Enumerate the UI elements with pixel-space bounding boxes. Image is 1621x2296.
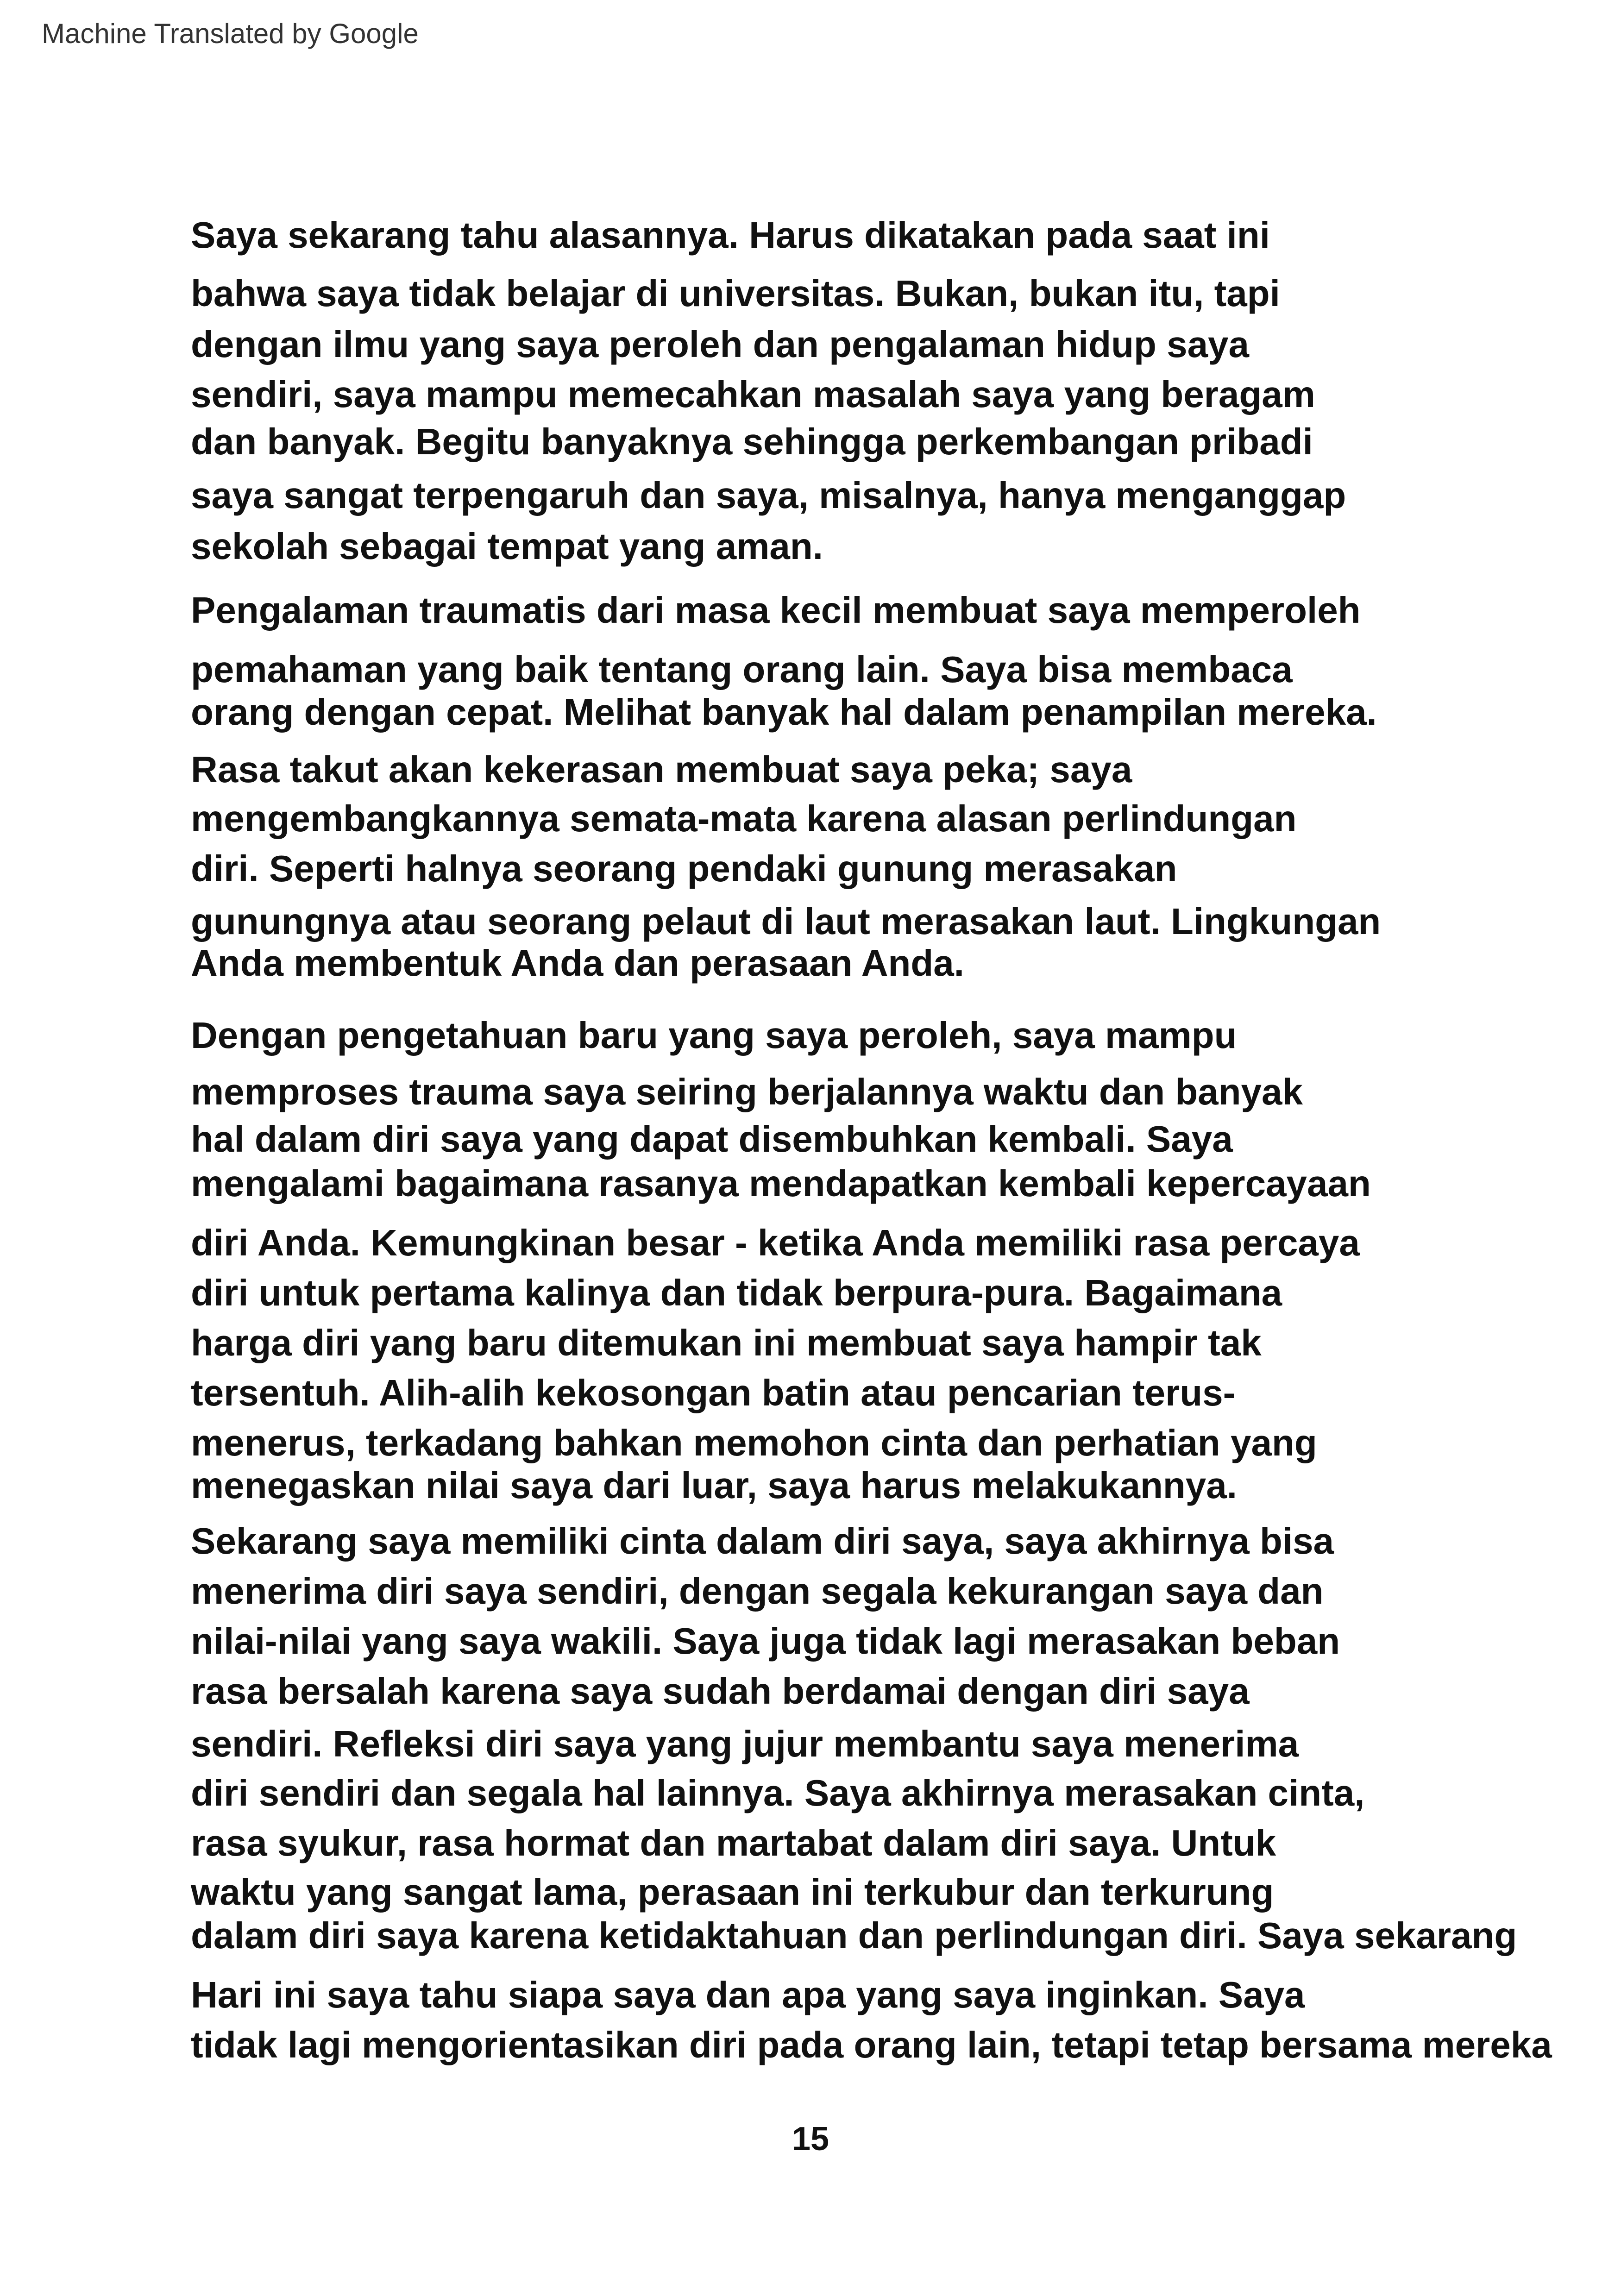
text-line: bahwa saya tidak belajar di universitas. Bukan, bukan itu, tapi (191, 273, 1280, 314)
text-line: tersentuh. Alih-alih kekosongan batin atau pencarian terus- (191, 1372, 1236, 1413)
text-line: gunungnya atau seorang pelaut di laut merasakan laut. Lingkungan (191, 901, 1381, 942)
text-line: mengembangkannya semata-mata karena alasan perlindungan (191, 798, 1297, 839)
text-line: dengan ilmu yang saya peroleh dan pengalaman hidup saya (191, 324, 1250, 365)
text-line: diri untuk pertama kalinya dan tidak berpura-pura. Bagaimana (191, 1272, 1282, 1313)
text-line: harga diri yang baru ditemukan ini membuat saya hampir tak (191, 1322, 1262, 1363)
text-line: nilai-nilai yang saya wakili. Saya juga tidak lagi merasakan beban (191, 1620, 1340, 1662)
text-line: diri. Seperti halnya seorang pendaki gunung merasakan (191, 848, 1177, 889)
text-line: pemahaman yang baik tentang orang lain. Saya bisa membaca (191, 649, 1293, 690)
text-line: rasa bersalah karena saya sudah berdamai dengan diri saya (191, 1670, 1250, 1712)
text-line: Pengalaman traumatis dari masa kecil membuat saya memperoleh (191, 590, 1361, 631)
text-line: Sekarang saya memiliki cinta dalam diri saya, saya akhirnya bisa (191, 1520, 1334, 1562)
text-line: hal dalam diri saya yang dapat disembuhkan kembali. Saya (191, 1118, 1233, 1160)
page-number: 15 (792, 2120, 829, 2158)
text-line: dalam diri saya karena ketidaktahuan dan perlindungan diri. Saya sekarang (191, 1915, 1517, 1956)
text-line: mengalami bagaimana rasanya mendapatkan kembali kepercayaan (191, 1163, 1371, 1204)
text-line: menerima diri saya sendiri, dengan segala kekurangan saya dan (191, 1570, 1324, 1612)
text-line: Dengan pengetahuan baru yang saya peroleh, saya mampu (191, 1015, 1237, 1056)
text-line: sekolah sebagai tempat yang aman. (191, 526, 823, 567)
text-line: menerus, terkadang bahkan memohon cinta dan perhatian yang (191, 1422, 1317, 1463)
text-line: memproses trauma saya seiring berjalannya waktu dan banyak (191, 1071, 1303, 1112)
text-line: waktu yang sangat lama, perasaan ini terkubur dan terkurung (191, 1871, 1274, 1913)
text-line: diri sendiri dan segala hal lainnya. Saya akhirnya merasakan cinta, (191, 1772, 1365, 1813)
text-line: rasa syukur, rasa hormat dan martabat dalam diri saya. Untuk (191, 1822, 1276, 1863)
text-line: orang dengan cepat. Melihat banyak hal dalam penampilan mereka. (191, 691, 1377, 733)
text-line: menegaskan nilai saya dari luar, saya harus melakukannya. (191, 1465, 1237, 1506)
text-line: Rasa takut akan kekerasan membuat saya peka; saya (191, 749, 1132, 790)
text-line: dan banyak. Begitu banyaknya sehingga perkembangan pribadi (191, 421, 1313, 462)
text-line: Saya sekarang tahu alasannya. Harus dikatakan pada saat ini (191, 214, 1270, 256)
text-line: tidak lagi mengorientasikan diri pada orang lain, tetapi tetap bersama mereka (191, 2024, 1552, 2065)
text-line: Hari ini saya tahu siapa saya dan apa yang saya inginkan. Saya (191, 1974, 1305, 2015)
machine-translation-label: Machine Translated by Google (42, 18, 419, 49)
text-line: diri Anda. Kemungkinan besar - ketika Anda memiliki rasa percaya (191, 1222, 1360, 1263)
text-line: sendiri. Refleksi diri saya yang jujur membantu saya menerima (191, 1723, 1299, 1764)
text-line: saya sangat terpengaruh dan saya, misalnya, hanya menganggap (191, 475, 1346, 516)
text-line: sendiri, saya mampu memecahkan masalah saya yang beragam (191, 374, 1315, 415)
text-line: Anda membentuk Anda dan perasaan Anda. (191, 942, 964, 984)
